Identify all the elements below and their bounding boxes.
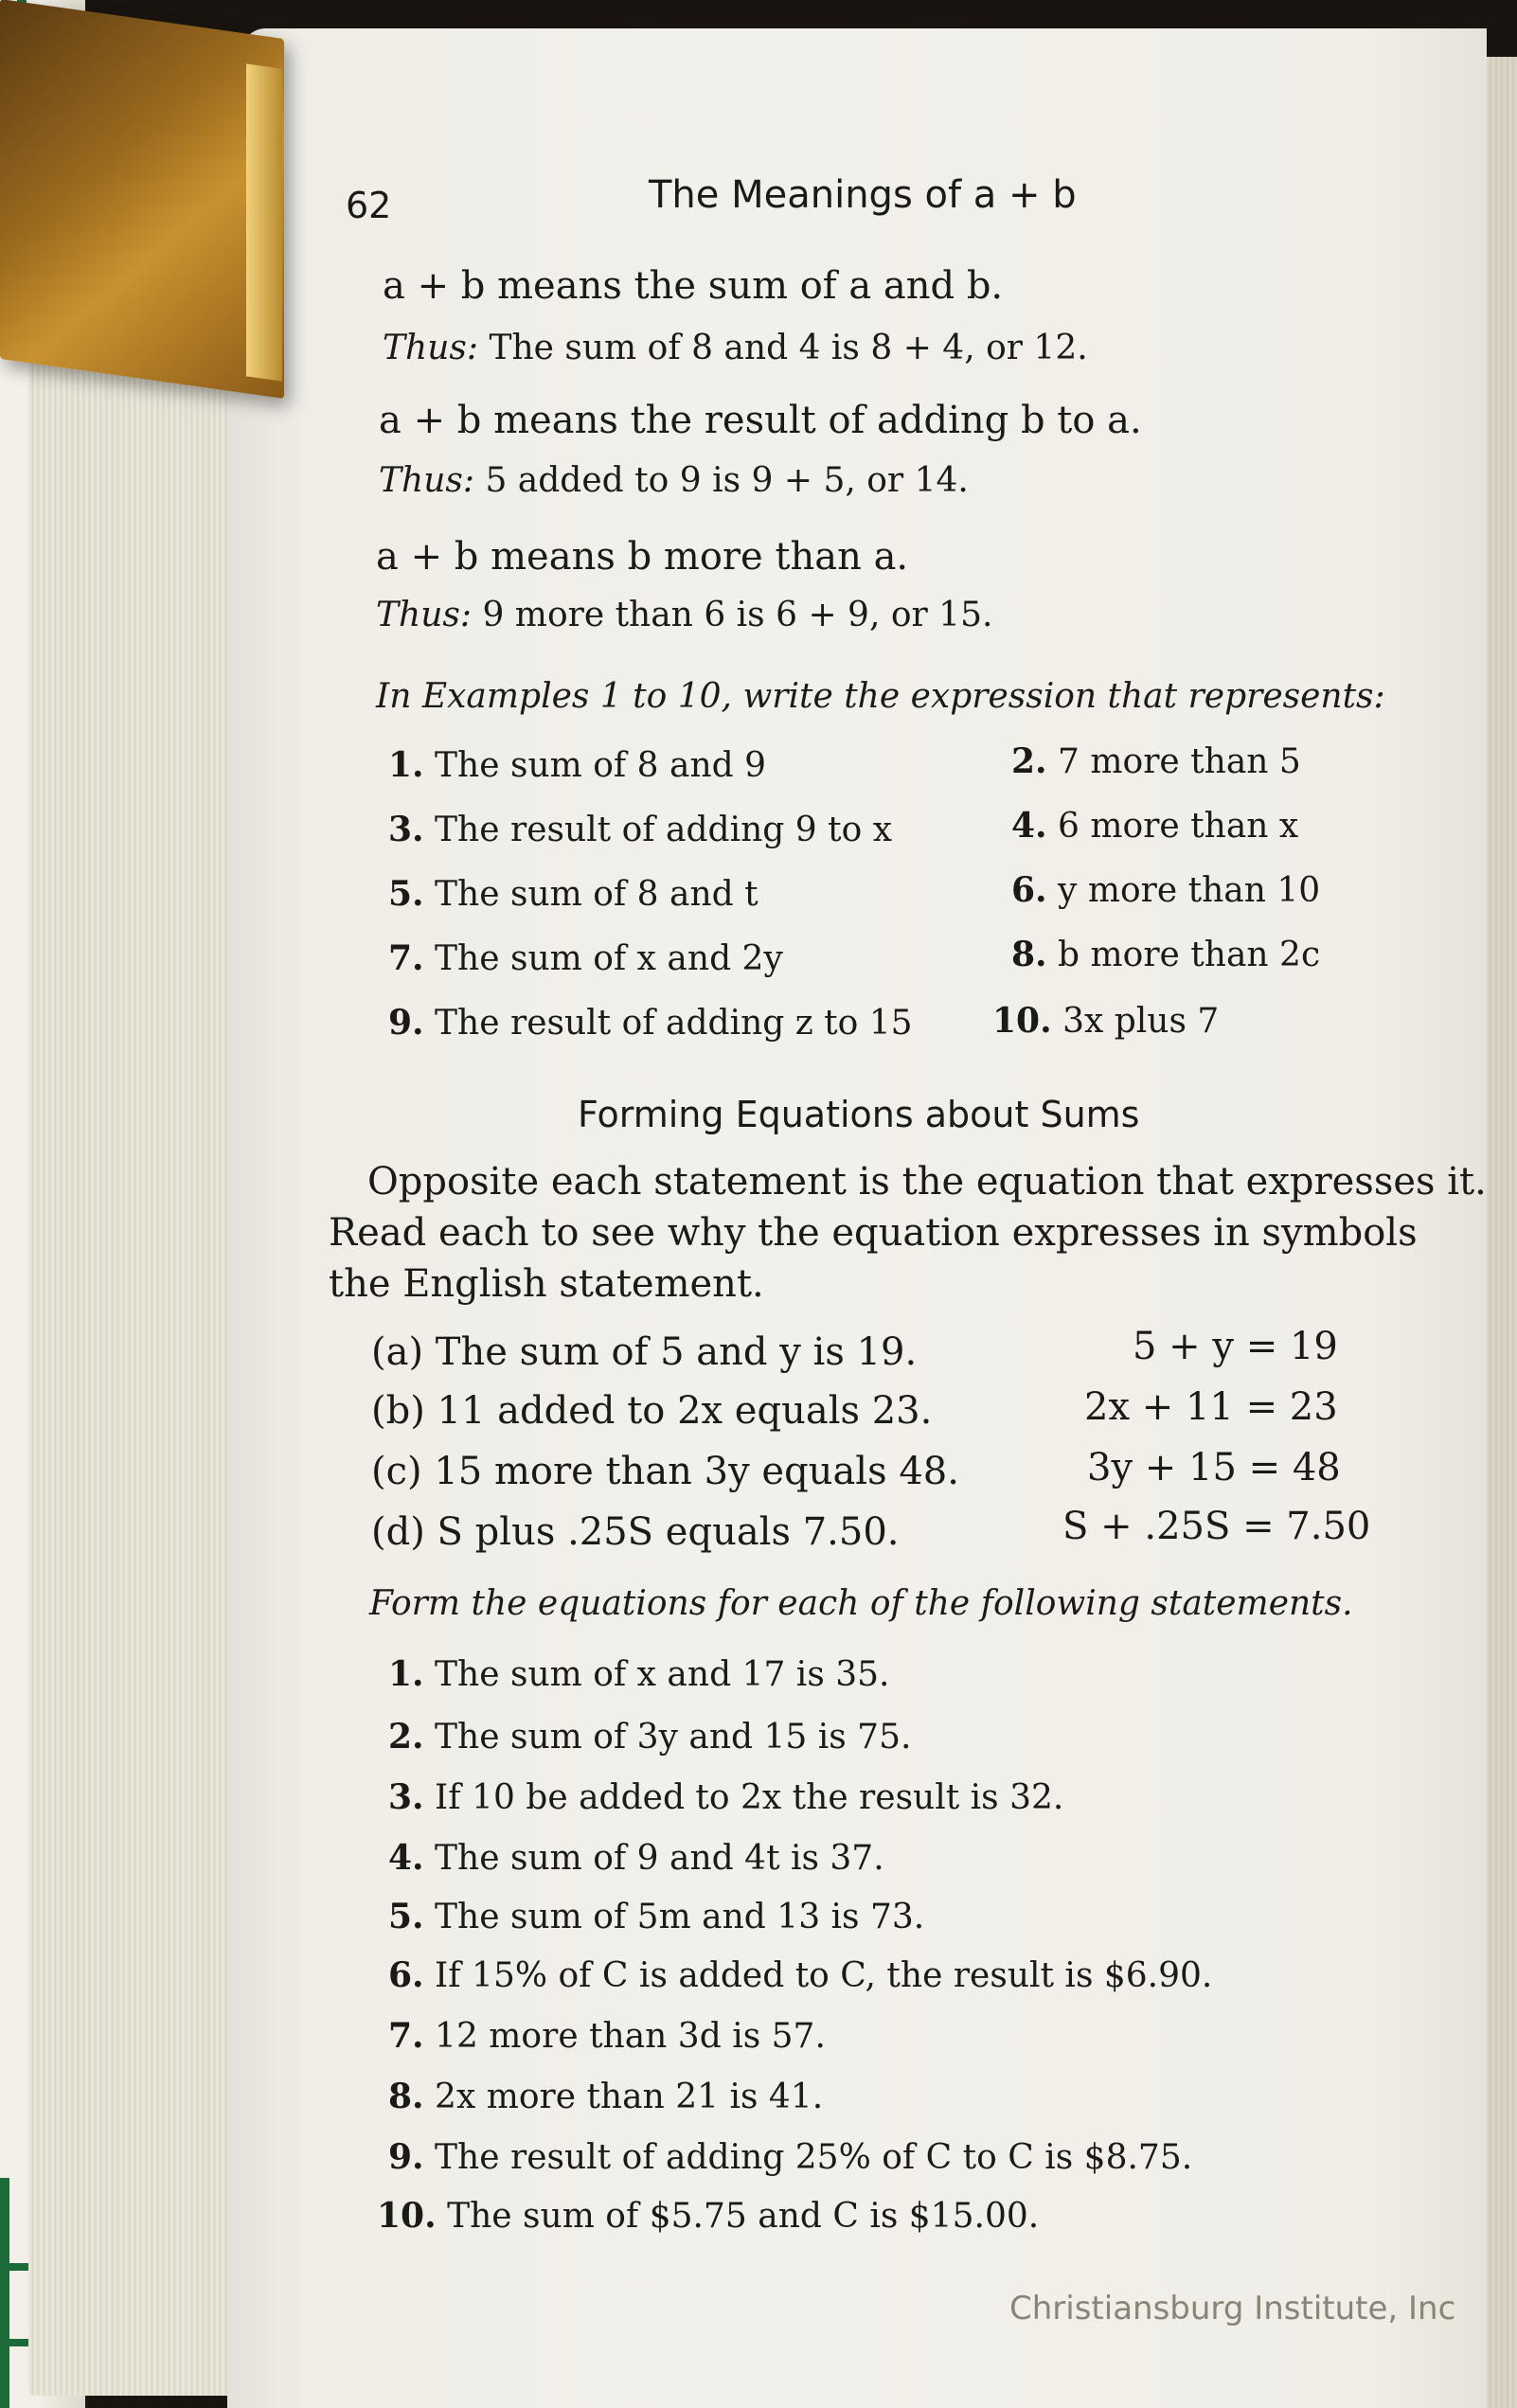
example-item: 2. 7 more than 5 (1011, 741, 1301, 781)
meaning-example-text: 5 added to 9 is 9 + 5, or 14. (485, 461, 969, 500)
thus-label: Thus: (383, 329, 478, 367)
form-item: 7. 12 more than 3d is 57. (388, 2016, 826, 2056)
example-item: 6. y more than 10 (1011, 870, 1321, 910)
statement-row: (d) S plus .25S equals 7.50. (371, 1510, 900, 1554)
page-right-edge (1487, 57, 1517, 2408)
example-item: 4. 6 more than x (1011, 806, 1299, 846)
form-item: 3. If 10 be added to 2x the result is 32. (388, 1777, 1064, 1817)
form-item: 6. If 15% of C is added to C, the result is $6.90. (388, 1955, 1213, 1995)
form-item: 5. The sum of 5m and 13 is 73. (388, 1897, 925, 1936)
examples-intro: In Examples 1 to 10, write the expression that represents: (376, 677, 1385, 716)
bookmark-tab (0, 0, 284, 399)
section-intro-line: Read each to see why the equation expresses in symbols (329, 1211, 1418, 1255)
example-item: 9. The result of adding z to 15 (388, 1003, 913, 1043)
thus-label: Thus: (379, 461, 474, 500)
form-item: 2. The sum of 3y and 15 is 75. (388, 1717, 912, 1757)
cover-stripe (0, 2178, 9, 2408)
bookmark-tab-edge (246, 63, 282, 381)
statement-row: (b) 11 added to 2x equals 23. (371, 1389, 933, 1433)
section-intro-line: Opposite each statement is the equation that expresses it. (367, 1160, 1487, 1204)
thus-label: Thus: (376, 596, 472, 634)
form-item: 1. The sum of x and 17 is 35. (388, 1654, 890, 1694)
example-item: 8. b more than 2c (1011, 935, 1321, 974)
meaning-example (376, 598, 992, 633)
example-item: 3. The result of adding 9 to x (388, 810, 893, 849)
statement-row: (c) 15 more than 3y equals 48. (371, 1450, 959, 1493)
section-title: Forming Equations about Sums (578, 1094, 1140, 1135)
example-item: 7. The sum of x and 2y (388, 938, 783, 978)
example-item: 1. The sum of 8 and 9 (388, 745, 767, 785)
statement-equation: 5 + y = 19 (1133, 1325, 1338, 1368)
statement-row: (a) The sum of 5 and y is 19. (371, 1330, 918, 1374)
page-title: The Meanings of a + b (649, 173, 1077, 217)
watermark: Christiansburg Institute, Inc (1009, 2290, 1456, 2328)
meaning-example-text: The sum of 8 and 4 is 8 + 4, or 12. (489, 329, 1088, 367)
meaning-rule: a + b means the sum of a and b. (383, 264, 1004, 308)
example-item: 5. The sum of 8 and t (388, 874, 758, 914)
meaning-rule: a + b means the result of adding b to a. (379, 399, 1142, 442)
meaning-example (383, 331, 1088, 366)
page-number: 62 (346, 185, 392, 226)
form-item: 4. The sum of 9 and 4t is 37. (388, 1838, 884, 1878)
form-item: 8. 2x more than 21 is 41. (388, 2077, 824, 2116)
meaning-rule: a + b means b more than a. (376, 535, 909, 579)
section-intro-line: the English statement. (329, 1262, 764, 1306)
statement-equation: 2x + 11 = 23 (1084, 1385, 1338, 1429)
meaning-example-text: 9 more than 6 is 6 + 9, or 15. (482, 596, 993, 634)
example-item: 10. 3x plus 7 (992, 1001, 1220, 1041)
form-item: 10. The sum of $5.75 and C is $15.00. (377, 2196, 1040, 2236)
form-item: 9. The result of adding 25% of C to C is $8.75. (388, 2137, 1193, 2177)
meaning-example (379, 461, 969, 500)
statement-equation: 3y + 15 = 48 (1087, 1446, 1341, 1489)
form-intro: Form the equations for each of the following statements. (369, 1584, 1353, 1623)
statement-equation: S + .25S = 7.50 (1062, 1505, 1371, 1548)
